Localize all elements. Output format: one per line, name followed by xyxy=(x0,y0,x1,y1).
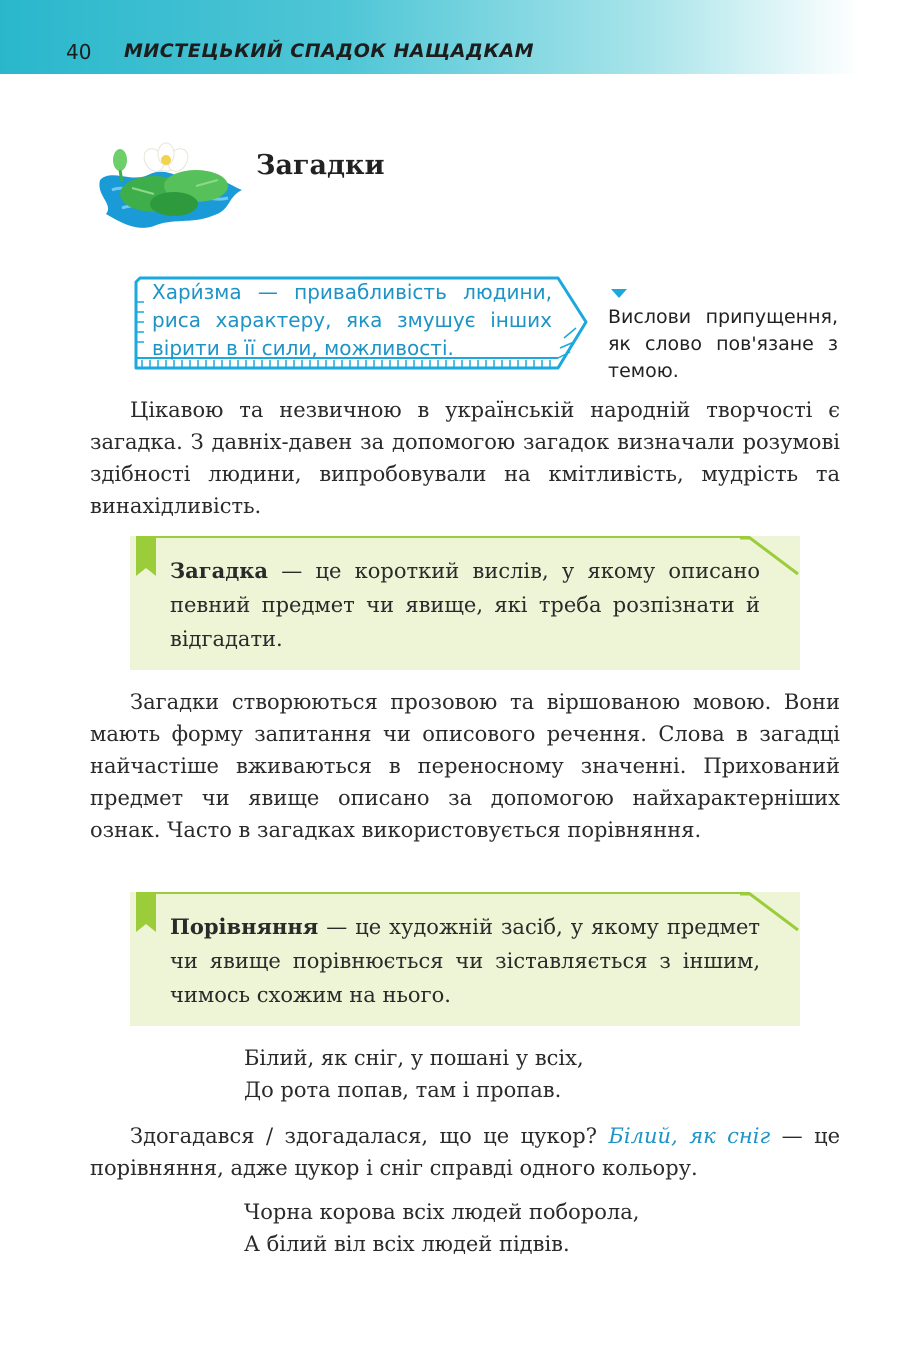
paragraph-intro: Цікавою та незвичною в українській народній творчості є загадка. З давніх-давен за допомогою загадок визначали розумові здібності людини, випробовували на кмітливість, мудрість та винахідливість. xyxy=(90,398,840,518)
verse-line: А білий віл всіх людей підвів. xyxy=(244,1232,570,1256)
definition-riddle: — це короткий вислів, у якому описано певний предмет чи явище, які треба розпізнати й відгадати. xyxy=(170,559,760,651)
callout-top-line xyxy=(150,536,750,538)
bookmark-flag-icon xyxy=(130,536,162,584)
highlighted-comparison: Білий, як сніг xyxy=(608,1124,771,1148)
header-band xyxy=(0,0,860,74)
callout-comparison-definition xyxy=(130,892,800,1026)
text-explanation: — це порівняння, адже цукор і сніг справді одного кольору. xyxy=(90,1124,840,1180)
verse-line: До рота попав, там і пропав. xyxy=(244,1078,562,1102)
callout-riddle-definition xyxy=(130,536,800,670)
callout-riddle-text xyxy=(170,554,760,656)
definition-comparison: — це художній засіб, у якому предмет чи явище порівнюється чи зіставляється з іншим, чимось схожим на нього. xyxy=(170,915,760,1007)
water-lily-icon xyxy=(92,138,254,234)
bookmark-flag-icon xyxy=(130,892,162,940)
term-riddle: Загадка xyxy=(170,558,268,583)
paragraph-sugar-explanation xyxy=(90,1120,840,1184)
verse-line: Білий, як сніг, у пошані у всіх, xyxy=(244,1046,584,1070)
verse-line: Чорна корова всіх людей поборола, xyxy=(244,1200,640,1224)
paragraph-riddle-features: Загадки створюються прозовою та віршованою мовою. Вони мають форму запитання чи описового речення. Слова в загадці найчастіше вживаються в переносному значенні. Прихований предмет чи явище описано за допомогою найхарактерніших ознак. Часто в загадках використовується порівняння. xyxy=(90,690,840,842)
riddle-verse-sugar xyxy=(244,1042,804,1106)
page-number: 40 xyxy=(66,40,92,64)
term-comparison: Порівняння xyxy=(170,914,319,939)
triangle-marker-icon xyxy=(611,289,627,299)
definition-tag xyxy=(128,272,598,384)
riddle-verse-night-day xyxy=(244,1196,804,1260)
section-title: Загадки xyxy=(256,150,385,181)
text-guess: Здогадався / здогадалася, що це цукор? xyxy=(130,1124,609,1148)
definition-text: Хари́зма — привабливість людини, риса характеру, яка змушує інших вірити в її сили, можливості. xyxy=(152,280,552,360)
task-text: Вислови припущення, як слово пов'язане з темою. xyxy=(608,306,838,382)
callout-top-line xyxy=(150,892,750,894)
callout-comparison-text xyxy=(170,910,760,1012)
running-title: МИСТЕЦЬКИЙ СПАДОК НАЩАДКАМ xyxy=(124,40,535,62)
